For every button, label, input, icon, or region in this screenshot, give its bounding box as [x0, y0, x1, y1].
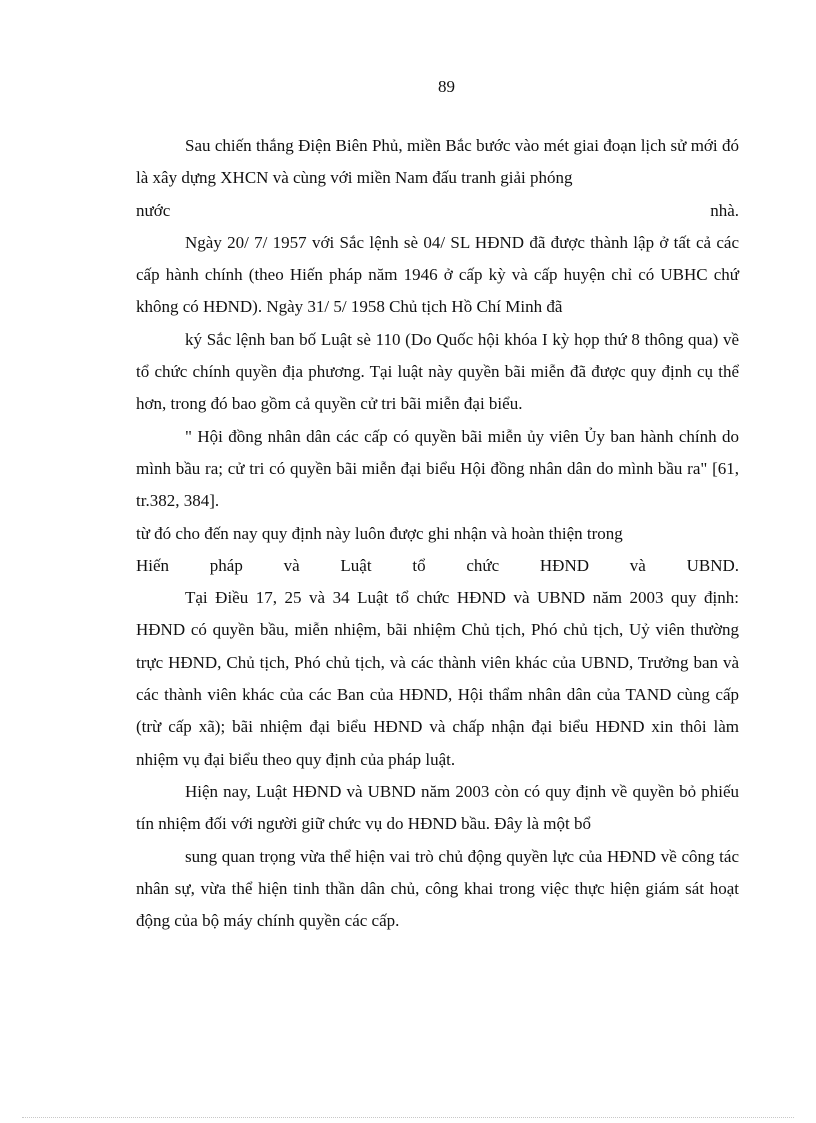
paragraph-3: Ngày 20/ 7/ 1957 với Sắc lệnh sè 04/ SL HĐND đã được thành lập ở tất cả các cấp hành chính (theo Hiến pháp năm 1946 ở cấp kỳ và cấp huyện chỉ có UBHC chứ không có HĐND). Ngày 31/ 5/ 1958 Chủ tịch Hồ Chí Minh đã	[136, 232, 739, 317]
page-number: 89	[438, 77, 455, 96]
quotation-paragraph: " Hội đồng nhân dân các cấp có quyền bãi miễn ủy viên Ủy ban hành chính do mình bầu ra; cử tri có quyền bãi miễn đại biểu Hội đồng nhân dân do mình bầu ra" [61, tr.382, 384].	[136, 426, 739, 511]
paragraph-2: nước nhà.	[136, 200, 739, 220]
body-text	[136, 130, 739, 937]
paragraph-6: từ đó cho đến nay quy định này luôn được ghi nhận và hoàn thiện trong	[136, 523, 623, 543]
footer-divider	[22, 1117, 794, 1118]
paragraph-9: Hiện nay, Luật HĐND và UBND năm 2003 còn có quy định về quyền bỏ phiếu tín nhiệm đối với người giữ chức vụ do HĐND bầu. Đây là một bổ	[136, 781, 739, 834]
paragraph-10: sung quan trọng vừa thể hiện vai trò chủ động quyền lực của HĐND về công tác nhân sự, vừa thể hiện tinh thần dân chủ, công khai trong việc thực hiện giám sát hoạt động của bộ máy chính quyền các cấp.	[136, 846, 739, 931]
paragraph-1: Sau chiến thắng Điện Biên Phủ, miền Bắc bước vào mét giai đoạn lịch sử mới đó là xây dựng XHCN và cùng với miền Nam đấu tranh giải phóng	[136, 136, 739, 188]
paragraph-4: ký Sắc lệnh ban bố Luật sè 110 (Do Quốc hội khóa I kỳ họp thứ 8 thông qua) về tổ chức chính quyền địa phương. Tại luật này quyền bãi miễn đã được quy định cụ thể hơn, trong đó bao gồm cả quyền cử tri bãi miễn đại biểu.	[136, 329, 739, 414]
paragraph-7: Hiến pháp và Luật tổ chức HĐND và UBND.	[136, 555, 739, 575]
paragraph-8: Tại Điều 17, 25 và 34 Luật tổ chức HĐND và UBND năm 2003 quy định: HĐND có quyền bầu, miễn nhiệm, bãi nhiệm Chủ tịch, Phó chủ tịch, Uỷ viên thường trực HĐND, Chủ tịch, Phó chủ tịch, và các thành viên khác của UBND, Trưởng ban và các thành viên khác của các Ban của HĐND, Hội thẩm nhân dân của TAND cùng cấp (trừ cấp xã); bãi nhiệm đại biểu HĐND và chấp nhận đại biểu HĐND xin thôi làm nhiệm vụ đại biểu theo quy định của pháp luật.	[136, 588, 739, 769]
